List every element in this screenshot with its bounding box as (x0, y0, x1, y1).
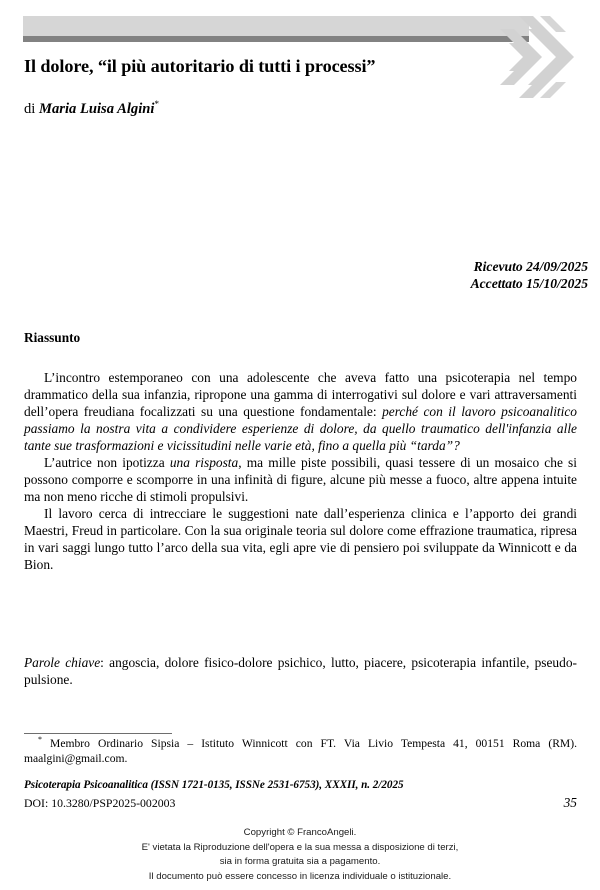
title-block (24, 56, 494, 78)
keywords-list: angoscia, dolore fisico-dolore psichico, lutto, piacere, psicoterapia infantile, pseudo-pulsione. (24, 655, 577, 687)
copyright-line-3: sia in forma gratuita sia a pagamento. (219, 856, 381, 868)
abstract-p2-text-b: , ma mille piste possibili, quasi tessere di un mosaico che si possono comporre e scomporre in una infinità di figure, alcune più messe a fuoco, altre appena intuite ma non meno ricche di stimoli propulsivi. (24, 454, 577, 504)
author-name: Maria Luisa Algini (39, 101, 155, 117)
copyright-line-2: E' vietata la Riproduzione dell'opera e la sua messa a disposizione di terzi, (141, 841, 459, 853)
keywords-separator: : (100, 655, 110, 670)
byline-prefix: di (24, 101, 39, 117)
keywords-block (24, 655, 577, 689)
footnote-separator-rule (24, 733, 172, 734)
author-footnote (24, 736, 577, 766)
abstract-heading: Riassunto (24, 330, 81, 345)
page-number: 35 (563, 795, 577, 810)
journal-citation: Psicoterapia Psicoanalitica (ISSN 1721-0135, ISSNe 2531-6753), XXXII, n. 2/2025 (24, 779, 404, 791)
abstract-p2-text-a: L’autrice non ipotizza (44, 454, 170, 470)
abstract-p1-text: L’incontro estemporaneo con una adolescente che aveva fatto una psicoterapia nel tempo drammatico della sua infanzia, ripropone una gamma di interrogativi sul dolore e vari attraversamenti dell’opera freudiana focalizzati su una questione fondamentale: (24, 370, 577, 419)
header-dark-band (23, 36, 529, 42)
received-date: Ricevuto 24/09/2025 (473, 259, 588, 274)
doi-text: DOI: 10.3280/PSP2025-002003 (24, 796, 176, 810)
copyright-line-1: Copyright © FrancoAngeli. (243, 827, 357, 838)
abstract-p1-emphasis: perché con il lavoro psicoanalitico passiamo la nostra vita a condividere esperienze di dolore, da quello traumatico dell'infanzia alle tante sue trasformazioni e vicissitudini nelle varie età, fino a quella più “tarda”? (24, 403, 578, 453)
submission-dates (471, 258, 588, 293)
accepted-date: Accettato 15/10/2025 (470, 276, 588, 292)
abstract-paragraph-2 (24, 455, 577, 506)
page-title: Il dolore, “il più autoritario di tutti i processi” (24, 56, 376, 76)
abstract-body (24, 370, 577, 574)
author-byline (24, 101, 159, 119)
footnote-marker: * (38, 735, 42, 745)
abstract-p2-emphasis: una risposta (169, 454, 239, 470)
abstract-paragraph-1 (24, 370, 577, 455)
abstract-paragraph-3: Il lavoro cerca di intrecciare le suggestioni nate dall’esperienza clinica e l’apporto dei grandi Maestri, Freud in particolare. Con la sua originale teoria sul dolore come effrazione traumatica, ripresa in vari saggi lungo tutto l’arco della sua vita, egli apre vie di pensiero poi sviluppate da Winnicott e da Bion. (24, 505, 577, 572)
author-footnote-marker: * (154, 99, 159, 110)
copyright-footer (0, 826, 600, 884)
footnote-text: Membro Ordinario Sipsia – Istituto Winnicott con FT. Via Livio Tempesta 41, 00151 Roma (RM). maalgini@gmail.com. (24, 737, 577, 766)
copyright-line-4: Il documento può essere concesso in licenza individuale o istituzionale. (148, 870, 452, 882)
header-light-band (23, 16, 529, 36)
header-decoration (0, 0, 600, 110)
doi-row (24, 795, 577, 811)
keywords-label: Parole chiave (24, 655, 101, 670)
